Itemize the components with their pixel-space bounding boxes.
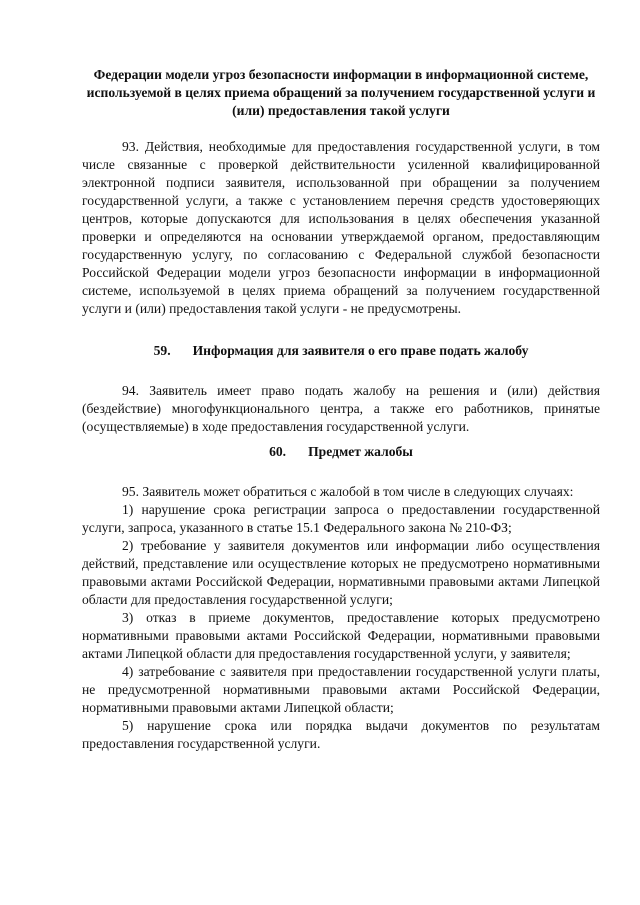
section-59-title [82, 342, 600, 360]
paragraph-95-text: 95. Заявитель может обратиться с жалобой в том числе в следующих случаях: [122, 484, 574, 499]
top-heading: Федерации модели угроз безопасности информации в информационной системе, используемой в целях приема обращений за получением государственной услуги и (или) предоставления такой услуги [86, 67, 596, 118]
list-item: 5) нарушение срока или порядка выдачи документов по результатам предоставления государственной услуги. [82, 718, 600, 751]
list-item: 4) затребование с заявителя при предоставлении государственной услуги платы, не предусмотренной нормативными правовыми актами Российской Федерации, нормативными правовыми актами Липецкой области; [82, 664, 600, 715]
section-60-text: Предмет жалобы [308, 444, 413, 459]
list-item: 3) отказ в приеме документов, предоставление которых предусмотрено нормативными правовыми актами Российской Федерации, нормативными правовыми актами Липецкой области для предоставления государственной услуги, у заявителя; [82, 610, 600, 661]
paragraph-94-text: 94. Заявитель имеет право подать жалобу на решения и (или) действия (бездействие) многофункционального центра, а также его работников, принятые (осуществляемые) в ходе предоставления государственной услуги. [82, 383, 600, 434]
list-item: 2) требование у заявителя документов или информации либо осуществления действий, представление или осуществление которых не предусмотрено нормативными правовыми актами Российской Федерации, нормативными правовыми актами Липецкой области для предоставления государственной услуги; [82, 538, 600, 607]
paragraph-93-text: 93. Действия, необходимые для предоставления государственной услуги, в том числе связанные с проверкой действительности усиленной квалифицированной электронной подписи заявителя, использованной при обращении за получением государственной услуги, а также с установлением перечня средств удостоверяющих центров, которые допускаются для использования в целях обеспечения указанной проверки и определяются на основании утверждаемой органом, предоставляющим государственную услугу, по согласованию с Федеральной службой безопасности Российской Федерации модели угроз безопасности информации в информационной системе, используемой в целях приема обращений за получением государственной услуги и (или) предоставления такой услуги - не предусмотрены. [82, 139, 600, 316]
section-60-title [82, 443, 600, 461]
paragraph-95 [82, 483, 600, 753]
paragraph-94 [82, 382, 600, 436]
section-59-text: Информация для заявителя о его праве подать жалобу [192, 343, 529, 358]
section-59-number: 59. [153, 343, 171, 358]
paragraph-93 [82, 138, 600, 318]
list-item: 1) нарушение срока регистрации запроса о предоставлении государственной услуги, запроса, указанного в статье 15.1 Федерального закона № 210-ФЗ; [82, 502, 600, 535]
section-60-number: 60. [269, 444, 287, 459]
